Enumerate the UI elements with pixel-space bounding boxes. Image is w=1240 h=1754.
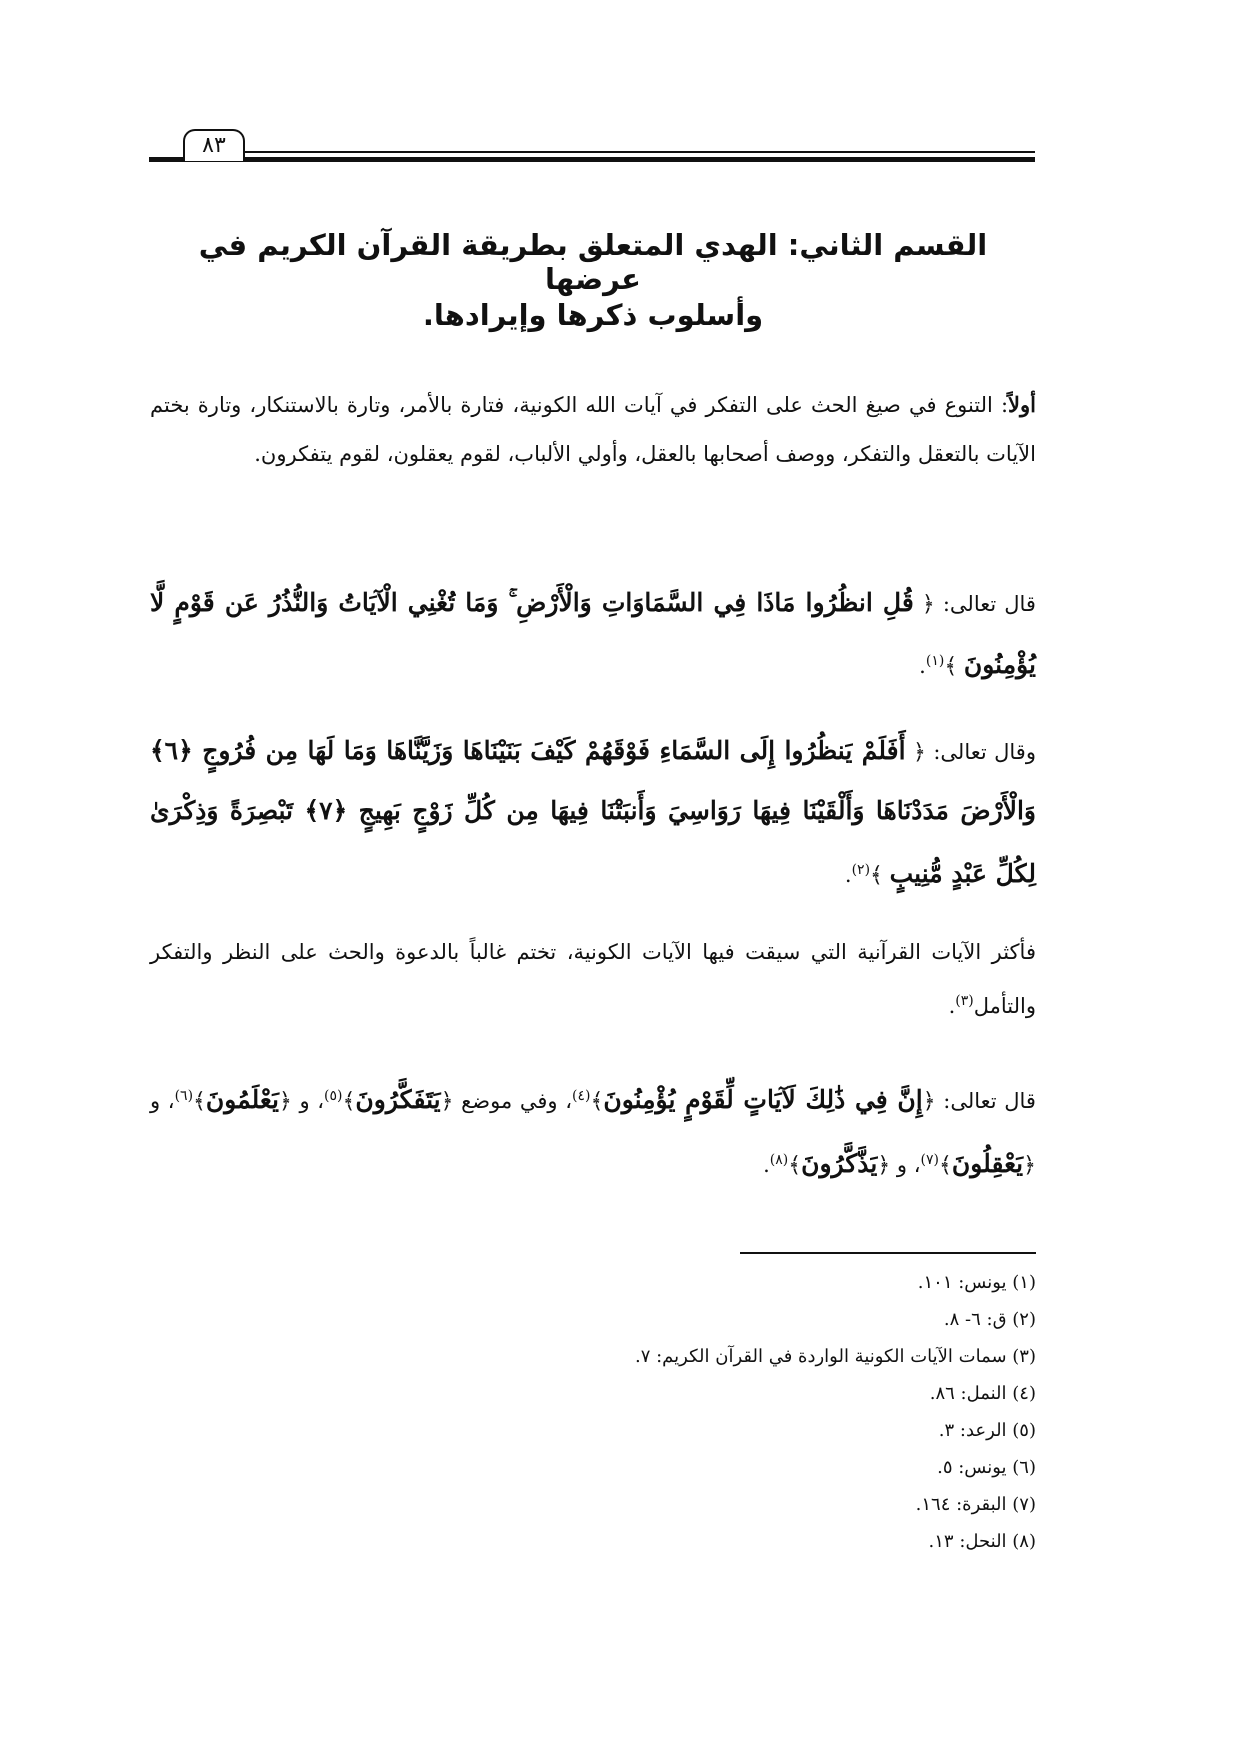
verse-open-bracket: ﴿ (278, 1089, 292, 1114)
connector-text: ، و (896, 1153, 921, 1177)
quran-verse: إِنَّ فِي ذَٰلِكَ لَآيَاتٍ لِّقَوْمٍ يُؤْمِنُونَ (603, 1085, 923, 1114)
verse-open-bracket: ﴿ (921, 592, 935, 617)
verse-open-bracket: ﴿ (877, 1153, 891, 1178)
quran-verse: يَذَّكَّرُونَ (801, 1149, 878, 1178)
quran-verse: يَتَفَكَّرُونَ (355, 1085, 441, 1114)
verse-open-bracket: ﴿ (1023, 1153, 1036, 1178)
verse-close-bracket: ﴾ (788, 1153, 802, 1178)
footnote: (١) يونس: ١٠١. (917, 1272, 1036, 1293)
footnote: (٨) النحل: ١٣. (928, 1531, 1036, 1552)
quran-verse: يَعْقِلُونَ (951, 1149, 1024, 1178)
paragraph-first (150, 380, 1036, 479)
connector-text: ، و (150, 1089, 175, 1113)
footnote-ref: (١) (925, 653, 945, 669)
footnotes (500, 1264, 1036, 1560)
paragraph-text: : التنوع في صيغ الحث على التفكر في آيات الله الكونية، فتارة بالأمر، وتارة بالاستنكار، وتارة بختم الآيات بالتعقل والتفكر، ووصف أصحابها بالعقل، وأولي الألباب، لقوم يعقلون، لقوم يتفكرون. (150, 393, 1036, 466)
paragraph-lead: أولاً (1008, 392, 1036, 417)
paragraph-verse-2 (150, 722, 1036, 905)
header-thin-line (241, 151, 1035, 153)
footnote-ref: (٤) (571, 1088, 591, 1104)
header-thick-line (149, 157, 1035, 162)
footnote-separator (740, 1252, 1036, 1254)
paragraph-verse-endings (150, 1067, 1036, 1195)
verse-open-bracket: ﴿ (922, 1089, 936, 1114)
verse-close-bracket: ﴾ (944, 654, 958, 679)
verse-open-bracket: ﴿ (440, 1089, 454, 1114)
footnote-ref: (٢) (851, 862, 871, 878)
verse-end: . (844, 863, 852, 887)
footnote-ref: (٨) (769, 1152, 789, 1168)
quran-verse: قُلِ انظُرُوا مَاذَا فِي السَّمَاوَاتِ وَالْأَرْضِ ۚ وَمَا تُغْنِي الْآيَاتُ وَالنُّذُرُ عَن قَوْمٍ لَّا يُؤْمِنُونَ (150, 588, 1036, 679)
quran-verse: يَعْلَمُونَ (205, 1085, 279, 1114)
footnote: (٧) البقرة: ١٦٤. (915, 1494, 1036, 1515)
paragraph-verse-1 (150, 575, 1036, 695)
page-number: ٨٣ (183, 129, 245, 161)
verse-intro: قال تعالى: (943, 1089, 1036, 1113)
footnote-ref: (٣) (955, 993, 974, 1009)
verse-end: . (919, 654, 926, 678)
footnote-ref: (٧) (920, 1152, 939, 1168)
verse-intro: قال تعالى: (942, 592, 1036, 616)
footnote: (٤) النمل: ٨٦. (929, 1383, 1036, 1404)
verse-close-bracket: ﴾ (870, 863, 883, 888)
paragraph-summary (150, 928, 1036, 1031)
footnote: (٦) يونس: ٥. (937, 1457, 1036, 1478)
verse-close-bracket: ﴾ (590, 1089, 604, 1114)
footnote-ref: (٦) (174, 1088, 194, 1104)
connector-text: ، و (299, 1089, 325, 1113)
verse-intro: وقال تعالى: (933, 740, 1036, 764)
verse-open-bracket: ﴿ (913, 740, 926, 765)
footnote-ref: (٥) (324, 1088, 343, 1104)
footnote: (٢) ق: ٦- ٨. (943, 1309, 1036, 1330)
header-rule (149, 151, 1035, 161)
paragraph-end: . (948, 994, 956, 1018)
verse-close-bracket: ﴾ (342, 1089, 356, 1114)
footnote: (٥) الرعد: ٣. (938, 1420, 1036, 1441)
quran-verse: أَفَلَمْ يَنظُرُوا إِلَى السَّمَاءِ فَوْقَهُمْ كَيْفَ بَنَيْنَاهَا وَزَيَّنَّاهَا وَمَا لَهَا مِن فُرُوجٍ ﴿٦﴾ وَالْأَرْضَ مَدَدْنَاهَا وَأَلْقَيْنَا فِيهَا رَوَاسِيَ وَأَنبَتْنَا فِيهَا مِن كُلِّ زَوْجٍ بَهِيجٍ ﴿٧﴾ تَبْصِرَةً وَذِكْرَىٰ لِكُلِّ عَبْدٍ مُّنِيبٍ (150, 736, 1036, 888)
connector-text: ، وفي موضع (461, 1089, 572, 1113)
paragraph-end: . (763, 1153, 770, 1177)
verse-close-bracket: ﴾ (193, 1089, 206, 1114)
footnote: (٣) سمات الآيات الكونية الواردة في القرآن الكريم: ٧. (634, 1346, 1036, 1367)
section-title-line-2: وأسلوب ذكرها وإيرادها. (422, 298, 764, 332)
paragraph-text: فأكثر الآيات القرآنية التي سيقت فيها الآيات الكونية، تختم غالباً بالدعوة والحث على النظر والتفكر والتأمل (150, 940, 1036, 1018)
verse-close-bracket: ﴾ (939, 1153, 952, 1178)
section-title-line-1: القسم الثاني: الهدي المتعلق بطريقة القرآن الكريم في عرضها (198, 228, 988, 296)
